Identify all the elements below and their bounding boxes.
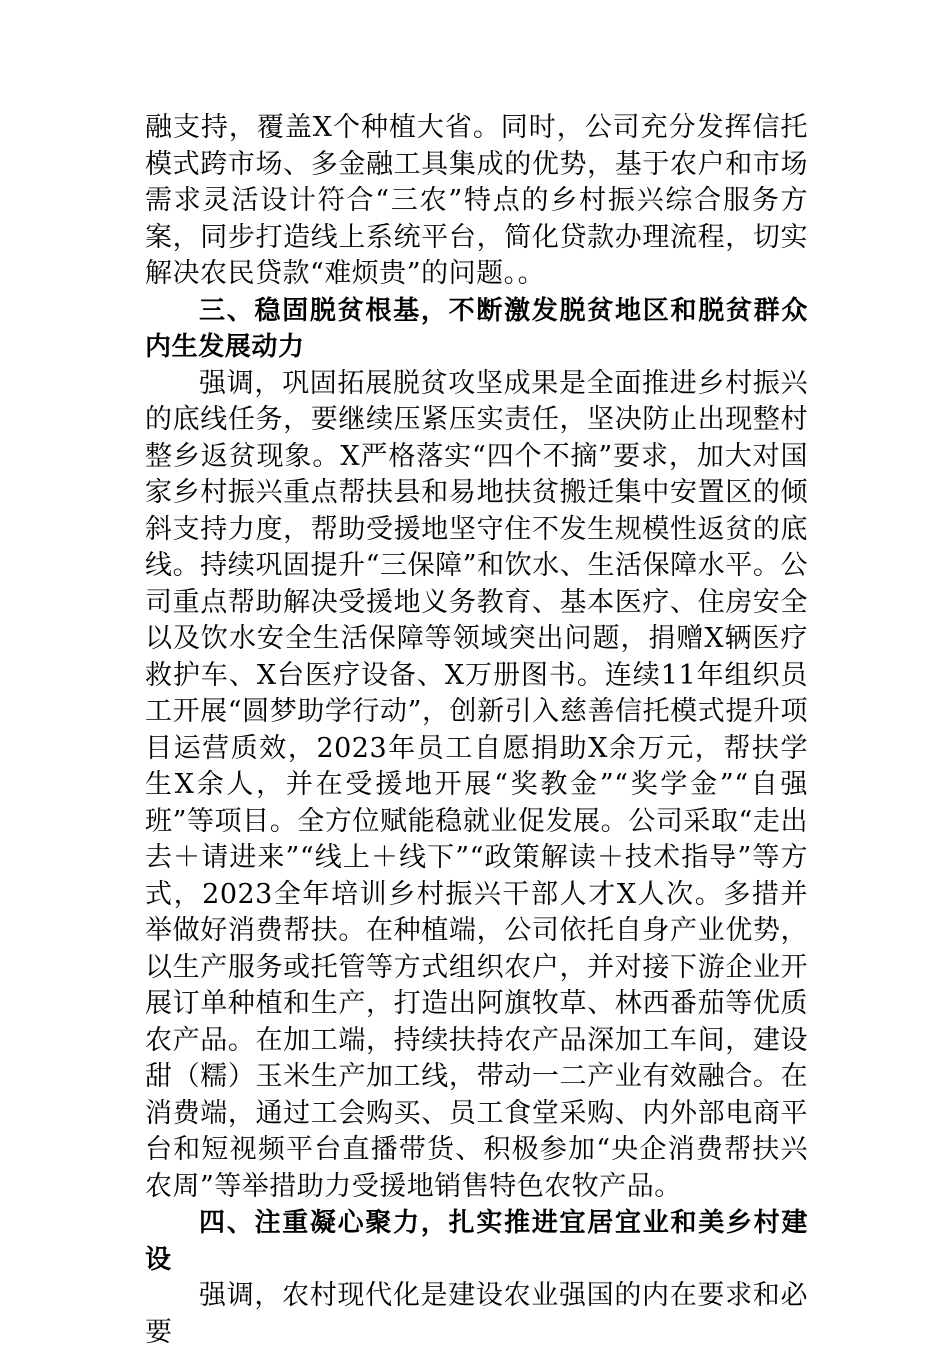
section-heading-3: 三、稳固脱贫根基，不断激发脱贫地区和脱贫群众内生发展动力 (145, 295, 808, 362)
section-heading-4: 四、注重凝心聚力，扎实推进宜居宜业和美乡村建设 (145, 1208, 808, 1275)
paragraph-section-4: 强调，农村现代化是建设农业强国的内在要求和必要 (145, 1280, 808, 1348)
document-page (145, 110, 808, 1351)
paragraph-section-3: 强调，巩固拓展脱贫攻坚成果是全面推进乡村振兴的底线任务，要继续压紧压实责任，坚决防止出现整村整乡返贫现象。X严格落实“四个不摘”要求，加大对国家乡村振兴重点帮扶县和易地扶贫搬迁集中安置区的倾斜支持力度，帮助受援地坚守住不发生规模性返贫的底线。持续巩固提升“三保障”和饮水、生活保障水平。公司重点帮助解决受援地义务教育、基本医疗、住房安全以及饮水安全生活保障等领域突出问题，捐赠X辆医疗救护车、X台医疗设备、X万册图书。连续11年组织员工开展“圆梦助学行动”，创新引入慈善信托模式提升项目运营质效，2023年员工自愿捐助X余万元，帮扶学生X余人，并在受援地开展“奖教金”“奖学金”“自强班”等项目。全方位赋能稳就业促发展。公司采取“走出去＋请进来”“线上＋线下”“政策解读＋技术指导”等方式，2023全年培训乡村振兴干部人才X人次。多措并举做好消费帮扶。在种植端，公司依托自身产业优势，以生产服务或托管等方式组织农户，并对接下游企业开展订单种植和生产，打造出阿旗牧草、林西番茄等优质农产品。在加工端，持续扶持农产品深加工车间，建设甜（糯）玉米生产加工线，带动一二产业有效融合。在消费端，通过工会购买、员工食堂采购、内外部电商平台和短视频平台直播带货、积极参加“央企消费帮扶兴农周”等举措助力受援地销售特色农牧产品。 (145, 367, 808, 1202)
paragraph-continuation: 融支持，覆盖X个种植大省。同时，公司充分发挥信托模式跨市场、多金融工具集成的优势，基于农户和市场需求灵活设计符合“三农”特点的乡村振兴综合服务方案，同步打造线上系统平台，简化贷款办理流程，切实解决农民贷款“难烦贵”的问题。。 (145, 112, 808, 289)
